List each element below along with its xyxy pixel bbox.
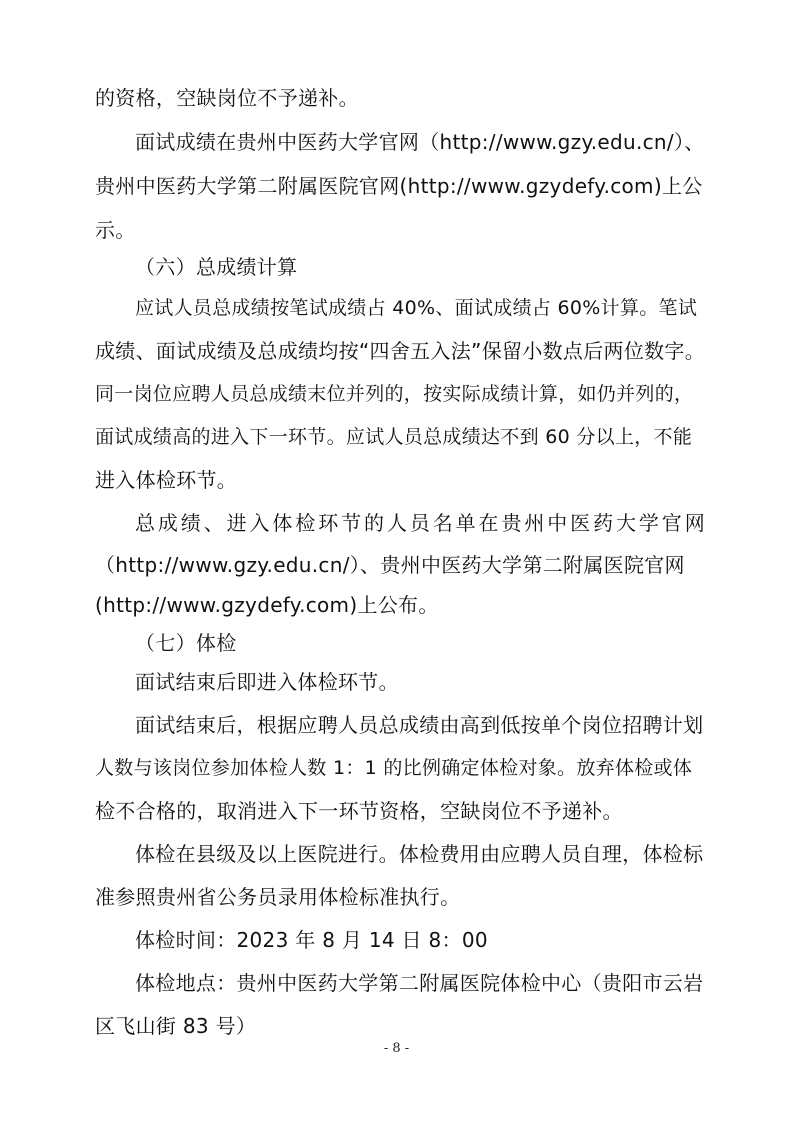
text-line: （http://www.gzy.edu.cn/）、贵州中医药大学第二附属医院官网 [95, 553, 685, 577]
text-line: 体检地点：贵州中医药大学第二附属医院体检中心（贵阳市云岩 [135, 971, 704, 995]
text-line: 面试成绩高的进入下一环节。应试人员总成绩达不到 60 分以上，不能 [95, 426, 693, 448]
text-line: 准参照贵州省公务员录用体检标准执行。 [95, 885, 461, 909]
text-line: 面试成绩在贵州中医药大学官网（http://www.gzy.edu.cn/）、 [135, 130, 705, 154]
text-line: 进入体检环节。 [95, 468, 238, 492]
text-line: 面试结束后即进入体检环节。 [135, 670, 399, 694]
text-line: 体检时间：2023 年 8 月 14 日 8：00 [135, 928, 488, 952]
text-line: 区飞山街 83 号） [95, 1014, 257, 1038]
text-line: 检不合格的，取消进入下一环节资格，空缺岗位不予递补。 [95, 799, 623, 823]
text-line: 人数与该岗位参加体检人数 1：1 的比例确定体检对象。放弃体检或体 [95, 757, 693, 779]
text-line: (http://www.gzydefy.com)上公布。 [95, 593, 439, 617]
text-line: 同一岗位应聘人员总成绩末位并列的，按实际成绩计算，如仍并列的， [95, 383, 694, 405]
text-line: 体检在县级及以上医院进行。体检费用由应聘人员自理，体检标 [135, 842, 704, 866]
text-line: 示。 [95, 218, 136, 242]
section-heading: （六）总成绩计算 [135, 255, 298, 279]
text-line: 总成绩、进入体检环节的人员名单在贵州中医药大学官网 [135, 511, 705, 535]
text-line: 的资格，空缺岗位不予递补。 [95, 86, 359, 110]
text-line: 面试结束后，根据应聘人员总成绩由高到低按单个岗位招聘计划 [135, 713, 704, 737]
text-line: 应试人员总成绩按笔试成绩占 40%、面试成绩占 60%计算。笔试 [135, 297, 698, 319]
text-line: 成绩、面试成绩及总成绩均按“四舍五入法”保留小数点后两位数字。 [95, 339, 706, 363]
section-heading: （七）体检 [135, 631, 237, 655]
text-line: 贵州中医药大学第二附属医院官网(http://www.gzydefy.com)上公 [95, 174, 703, 198]
page-number: - 8 - [383, 1041, 410, 1056]
